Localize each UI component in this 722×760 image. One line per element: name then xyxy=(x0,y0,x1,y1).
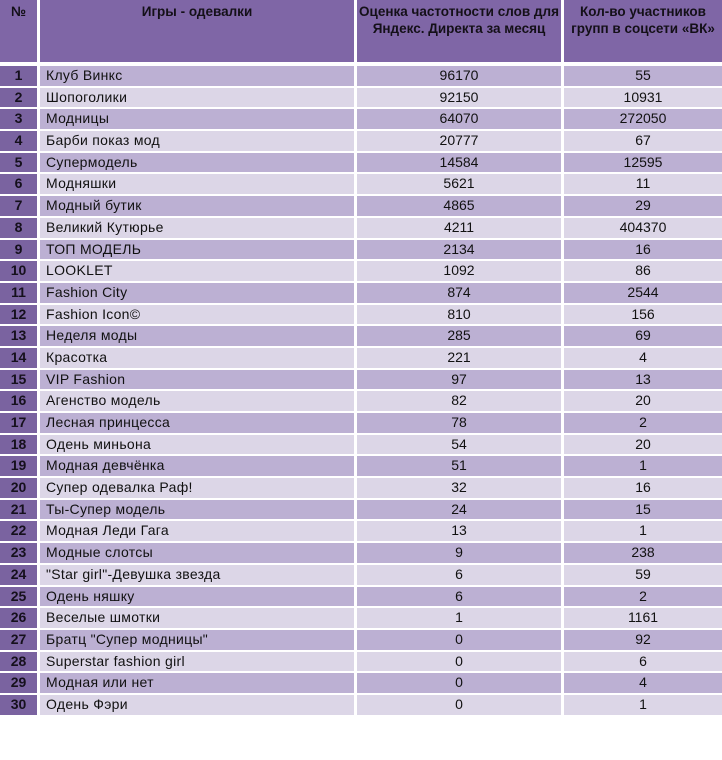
yandex-frequency: 14584 xyxy=(357,153,561,173)
vk-members: 2544 xyxy=(564,283,722,303)
vk-members: 20 xyxy=(564,391,722,411)
vk-members: 55 xyxy=(564,66,722,86)
yandex-frequency: 24 xyxy=(357,500,561,520)
vk-members: 2 xyxy=(564,587,722,607)
game-name: Superstar fashion girl xyxy=(40,652,354,672)
vk-members: 29 xyxy=(564,196,722,216)
game-name: Модная или нет xyxy=(40,673,354,693)
row-number: 7 xyxy=(0,196,37,216)
vk-members: 6 xyxy=(564,652,722,672)
vk-members: 1 xyxy=(564,456,722,476)
table-row xyxy=(0,261,722,281)
yandex-frequency: 4211 xyxy=(357,218,561,238)
row-number: 25 xyxy=(0,587,37,607)
vk-members: 12595 xyxy=(564,153,722,173)
table-row xyxy=(0,543,722,563)
table-row xyxy=(0,565,722,585)
row-number: 23 xyxy=(0,543,37,563)
table-row xyxy=(0,521,722,541)
row-number: 29 xyxy=(0,673,37,693)
game-name: "Star girl"-Девушка звезда xyxy=(40,565,354,585)
yandex-frequency: 51 xyxy=(357,456,561,476)
game-name: Красотка xyxy=(40,348,354,368)
row-number: 6 xyxy=(0,174,37,194)
yandex-frequency: 96170 xyxy=(357,66,561,86)
vk-members: 272050 xyxy=(564,109,722,129)
row-number: 5 xyxy=(0,153,37,173)
vk-members: 59 xyxy=(564,565,722,585)
row-number: 26 xyxy=(0,608,37,628)
vk-members: 10931 xyxy=(564,88,722,108)
table-row xyxy=(0,348,722,368)
vk-members: 13 xyxy=(564,370,722,390)
table-row xyxy=(0,608,722,628)
game-name: Супермодель xyxy=(40,153,354,173)
yandex-frequency: 97 xyxy=(357,370,561,390)
row-number: 4 xyxy=(0,131,37,151)
table-row xyxy=(0,370,722,390)
row-number: 28 xyxy=(0,652,37,672)
yandex-frequency: 6 xyxy=(357,587,561,607)
vk-members: 11 xyxy=(564,174,722,194)
game-name: Fashion Icon© xyxy=(40,305,354,325)
table-row xyxy=(0,435,722,455)
yandex-frequency: 0 xyxy=(357,630,561,650)
table-body xyxy=(0,66,722,715)
yandex-frequency: 6 xyxy=(357,565,561,585)
game-name: Ты-Супер модель xyxy=(40,500,354,520)
game-name: Модняшки xyxy=(40,174,354,194)
vk-members: 2 xyxy=(564,413,722,433)
table-row xyxy=(0,109,722,129)
table-row xyxy=(0,88,722,108)
game-name: Лесная принцесса xyxy=(40,413,354,433)
table-row xyxy=(0,66,722,86)
table-row xyxy=(0,174,722,194)
yandex-frequency: 32 xyxy=(357,478,561,498)
table-row xyxy=(0,456,722,476)
game-name: Fashion City xyxy=(40,283,354,303)
vk-members: 67 xyxy=(564,131,722,151)
header-vk-members: Кол-во участников групп в соцсети «ВК» xyxy=(564,0,722,62)
yandex-frequency: 5621 xyxy=(357,174,561,194)
game-name: Модная девчёнка xyxy=(40,456,354,476)
table-row xyxy=(0,196,722,216)
table-row xyxy=(0,240,722,260)
game-name: Одень миньона xyxy=(40,435,354,455)
row-number: 14 xyxy=(0,348,37,368)
game-name: Веселые шмотки xyxy=(40,608,354,628)
yandex-frequency: 82 xyxy=(357,391,561,411)
table-row xyxy=(0,326,722,346)
yandex-frequency: 0 xyxy=(357,673,561,693)
table-row xyxy=(0,652,722,672)
table-row xyxy=(0,283,722,303)
game-name: Одень Фэри xyxy=(40,695,354,715)
yandex-frequency: 92150 xyxy=(357,88,561,108)
game-name: LOOKLET xyxy=(40,261,354,281)
row-number: 10 xyxy=(0,261,37,281)
yandex-frequency: 1092 xyxy=(357,261,561,281)
vk-members: 1 xyxy=(564,695,722,715)
yandex-frequency: 285 xyxy=(357,326,561,346)
yandex-frequency: 9 xyxy=(357,543,561,563)
yandex-frequency: 874 xyxy=(357,283,561,303)
table-row xyxy=(0,218,722,238)
yandex-frequency: 78 xyxy=(357,413,561,433)
yandex-frequency: 2134 xyxy=(357,240,561,260)
row-number: 8 xyxy=(0,218,37,238)
row-number: 11 xyxy=(0,283,37,303)
yandex-frequency: 0 xyxy=(357,652,561,672)
vk-members: 4 xyxy=(564,348,722,368)
row-number: 21 xyxy=(0,500,37,520)
row-number: 13 xyxy=(0,326,37,346)
row-number: 20 xyxy=(0,478,37,498)
vk-members: 16 xyxy=(564,240,722,260)
row-number: 3 xyxy=(0,109,37,129)
table-row xyxy=(0,673,722,693)
game-name: Агенство модель xyxy=(40,391,354,411)
vk-members: 20 xyxy=(564,435,722,455)
vk-members: 156 xyxy=(564,305,722,325)
table-row xyxy=(0,391,722,411)
yandex-frequency: 1 xyxy=(357,608,561,628)
yandex-frequency: 64070 xyxy=(357,109,561,129)
game-name: Неделя моды xyxy=(40,326,354,346)
row-number: 9 xyxy=(0,240,37,260)
table-row xyxy=(0,587,722,607)
vk-members: 4 xyxy=(564,673,722,693)
vk-members: 238 xyxy=(564,543,722,563)
table-row xyxy=(0,305,722,325)
vk-members: 92 xyxy=(564,630,722,650)
row-number: 15 xyxy=(0,370,37,390)
vk-members: 86 xyxy=(564,261,722,281)
game-name: Супер одевалка Раф! xyxy=(40,478,354,498)
table-row xyxy=(0,630,722,650)
vk-members: 1161 xyxy=(564,608,722,628)
table-row xyxy=(0,695,722,715)
yandex-frequency: 221 xyxy=(357,348,561,368)
row-number: 24 xyxy=(0,565,37,585)
game-name: Одень няшку xyxy=(40,587,354,607)
table-row xyxy=(0,478,722,498)
table-row xyxy=(0,500,722,520)
yandex-frequency: 0 xyxy=(357,695,561,715)
game-name: Модницы xyxy=(40,109,354,129)
vk-members: 1 xyxy=(564,521,722,541)
header-yandex-frequency: Оценка частотности слов для Яндекс. Директа за месяц xyxy=(357,0,561,62)
row-number: 16 xyxy=(0,391,37,411)
game-name: Модная Леди Гага xyxy=(40,521,354,541)
game-name: Модные слотсы xyxy=(40,543,354,563)
vk-members: 69 xyxy=(564,326,722,346)
table-row xyxy=(0,153,722,173)
row-number: 2 xyxy=(0,88,37,108)
table-header xyxy=(0,0,722,62)
vk-members: 15 xyxy=(564,500,722,520)
header-number: № xyxy=(0,0,37,62)
vk-members: 16 xyxy=(564,478,722,498)
row-number: 18 xyxy=(0,435,37,455)
game-name: Великий Кутюрье xyxy=(40,218,354,238)
game-name: VIP Fashion xyxy=(40,370,354,390)
table-row xyxy=(0,131,722,151)
game-name: ТОП МОДЕЛЬ xyxy=(40,240,354,260)
yandex-frequency: 54 xyxy=(357,435,561,455)
yandex-frequency: 20777 xyxy=(357,131,561,151)
row-number: 17 xyxy=(0,413,37,433)
row-number: 1 xyxy=(0,66,37,86)
game-name: Модный бутик xyxy=(40,196,354,216)
vk-members: 404370 xyxy=(564,218,722,238)
game-name: Братц "Супер модницы" xyxy=(40,630,354,650)
header-game-name: Игры - одевалки xyxy=(40,0,354,62)
row-number: 22 xyxy=(0,521,37,541)
yandex-frequency: 13 xyxy=(357,521,561,541)
game-name: Шопоголики xyxy=(40,88,354,108)
game-name: Клуб Винкс xyxy=(40,66,354,86)
table-row xyxy=(0,413,722,433)
row-number: 27 xyxy=(0,630,37,650)
row-number: 19 xyxy=(0,456,37,476)
yandex-frequency: 4865 xyxy=(357,196,561,216)
game-name: Барби показ мод xyxy=(40,131,354,151)
yandex-frequency: 810 xyxy=(357,305,561,325)
row-number: 12 xyxy=(0,305,37,325)
row-number: 30 xyxy=(0,695,37,715)
